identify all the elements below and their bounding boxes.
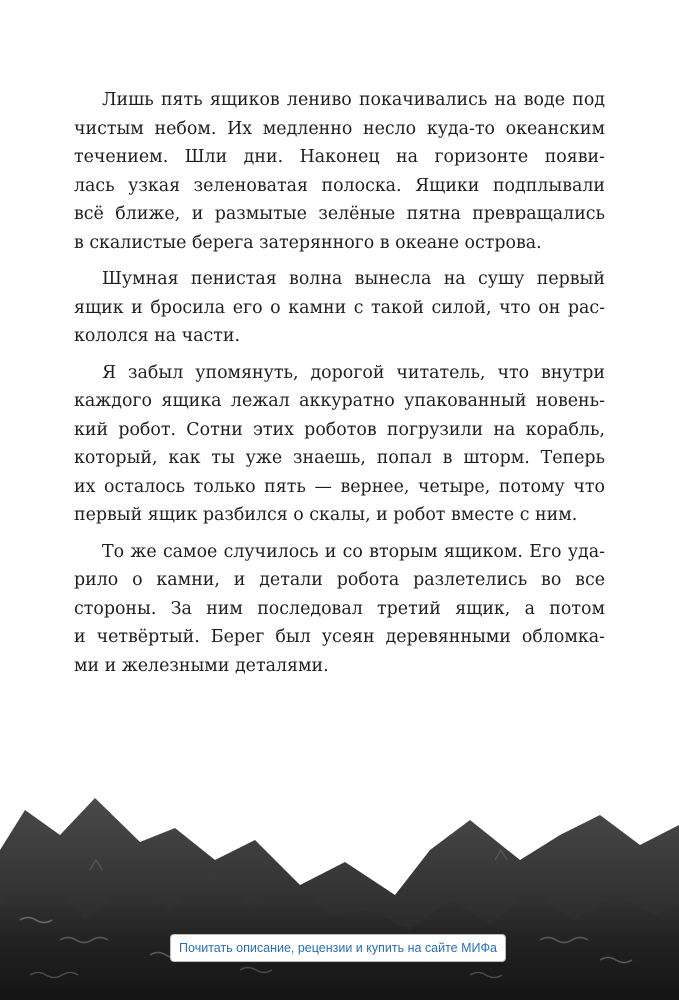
paragraph-3	[74, 359, 605, 530]
paragraph-line: их осталось только пять — вернее, четыре, потому что	[74, 476, 605, 497]
paragraph-line: всё ближе, и размытые зелёные пятна превращались	[74, 204, 605, 224]
paragraph-line: рило о камни, и детали робота разлетелись во все	[74, 570, 605, 590]
paragraph-line: первый ящик разбился о скалы, и робот вместе с ним.	[74, 505, 578, 525]
book-page-text	[74, 86, 605, 688]
paragraph-line: ящик и бросила его о камни с такой силой, что он рас-	[74, 297, 605, 318]
paragraph-4	[74, 538, 605, 681]
paragraph-line: То же самое случилось и со вторым ящиком. Его уда-	[102, 541, 605, 562]
paragraph-line: Шумная пенистая волна вынесла на сушу первый	[102, 269, 605, 289]
ocean-waves-illustration	[0, 790, 679, 1000]
publisher-site-link[interactable]: Почитать описание, рецензии и купить на сайте МИФа	[171, 935, 505, 961]
paragraph-line: Лишь пять ящиков лениво покачивались на воде под	[102, 90, 605, 110]
paragraph-line: течением. Шли дни. Наконец на горизонте появи-	[74, 147, 605, 167]
paragraph-line: который, как ты уже знаешь, попал в шторм. Теперь	[74, 448, 605, 468]
paragraph-2	[74, 265, 605, 351]
paragraph-line: кололся на части.	[74, 326, 240, 346]
paragraph-line: чистым небом. Их медленно несло куда-то океанским	[74, 118, 605, 139]
paragraph-line: кий робот. Сотни этих роботов погрузили на корабль,	[74, 419, 605, 440]
paragraph-line: каждого ящика лежал аккуратно упакованный новень-	[74, 391, 605, 411]
paragraph-line: в скалистые берега затерянного в океане острова.	[74, 232, 542, 253]
paragraph-1	[74, 86, 605, 257]
paragraph-line: и четвёртый. Берег был усеян деревянными обломка-	[74, 627, 605, 647]
paragraph-line: Я забыл упомянуть, дорогой читатель, что внутри	[102, 362, 605, 383]
paragraph-line: лась узкая зеленоватая полоска. Ящики подплывали	[74, 175, 605, 196]
paragraph-line: ми и железными деталями.	[74, 655, 329, 676]
paragraph-line: стороны. За ним последовал третий ящик, а потом	[74, 598, 605, 619]
